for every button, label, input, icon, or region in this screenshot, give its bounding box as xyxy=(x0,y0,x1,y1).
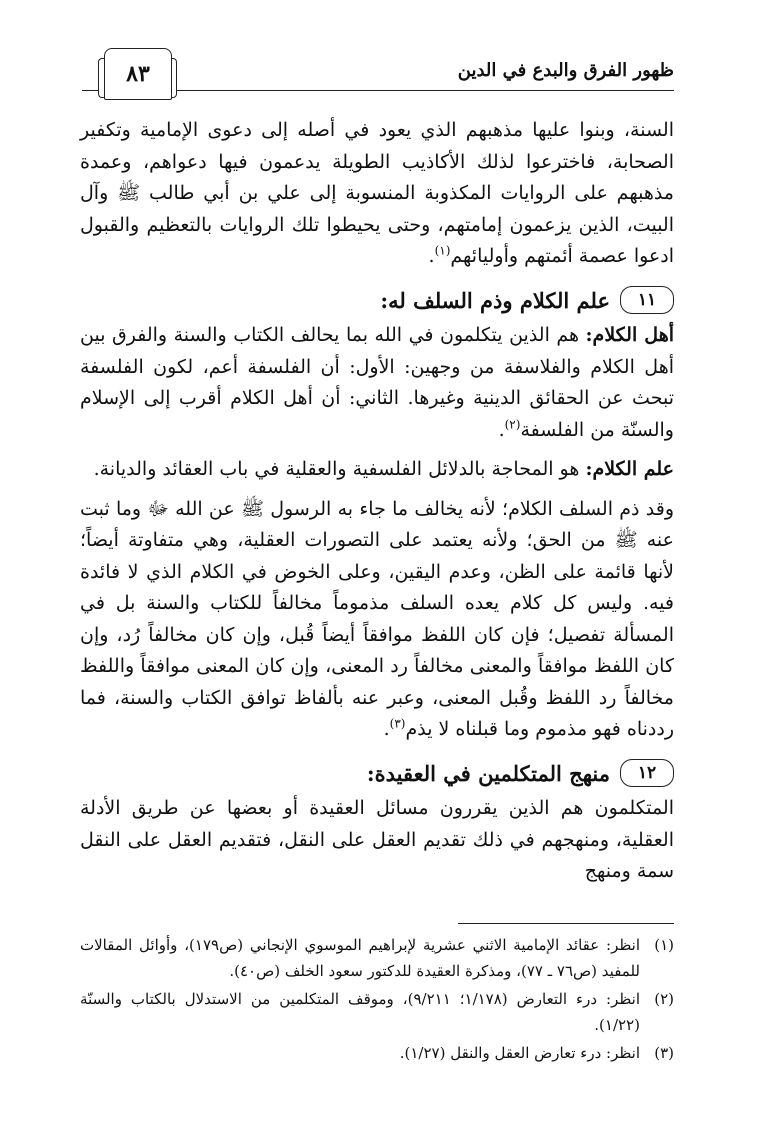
section-number-badge: ١٢ xyxy=(620,759,674,787)
page-number: ٨٣ xyxy=(104,48,172,100)
footnote: (١) انظر: عقائد الإمامية الاثني عشرية لإبراهيم الموسوي الإنجاني (ص١٧٩)، وأوائل المقالات للمفيد (ص٧٦ ـ ٧٧)، ومذكرة العقيدة للدكتور سعود الخلف (ص٤٠). xyxy=(80,936,674,980)
running-header-title: ظهور الفرق والبدع في الدين xyxy=(457,60,674,81)
paragraph: المتكلمون هم الذين يقررون مسائل العقيدة أو بعضها عن طريق الأدلة العقلية، ومنهجهم في ذلك تقديم العقل على النقل، فتقديم العقل على النقل سمة ومنهج xyxy=(80,797,674,882)
body-text xyxy=(80,115,674,888)
footnote-separator xyxy=(458,923,674,924)
term-label: أهل الكلام: xyxy=(585,324,674,346)
section-title: علم الكلام وذم السلف له: xyxy=(380,287,610,313)
term-label: علم الكلام: xyxy=(585,458,674,480)
paragraph: السنة، وبنوا عليها مذهبهم الذي يعود في أصله إلى دعوى الإمامية وتكفير الصحابة، فاخترعوا لذلك الأكاذيب الطويلة يدعمون فيها دعواهم، وعمدة مذهبهم على الروايات المكذوبة المنسوبة إلى علي بن أبي طالب ﷺ وآل البيت، الذين يزعمون إمامتهم، وحتى يحيطوا تلك الروايات بالتعظيم والقبول ادعوا عصمة أئمتهم وأوليائهم$^{(١)}$. xyxy=(80,119,674,267)
section-heading-12 xyxy=(80,758,674,790)
section-number-badge: ١١ xyxy=(620,286,674,314)
paragraph: أهل الكلام: هم الذين يتكلمون في الله بما يحالف الكتاب والسنة والفرق بين أهل الكلام والفلاسفة من وجهين: الأول: أن الفلسفة أعم، لكون الفلسفة تبحث عن الحقائق الدينية وغيرها. الثاني: أن أهل الكلام أقرب إلى الإسلام والسنّة من الفلسفة$^{(٢)}$. xyxy=(80,324,674,441)
footnotes xyxy=(80,932,674,1068)
paragraph: علم الكلام: هو المحاجة بالدلائل الفلسفية والعقلية في باب العقائد والديانة. xyxy=(93,458,674,480)
section-heading-11 xyxy=(80,285,674,317)
section-title: منهج المتكلمين في العقيدة: xyxy=(366,760,610,786)
footnote-ref: (٢) xyxy=(504,417,521,432)
paragraph: وقد ذم السلف الكلام؛ لأنه يخالف ما جاء به الرسول ﷺ عن الله ﷻ وما ثبت عنه ﷺ من الحق؛ ولأنه يعتمد على التصورات العقلية، وهي متفاوتة أيضاً؛ لأنها قائمة على الظن، وعدم اليقين، وعلى الخوض في الكلام الذي لا فائدة فيه. وليس كل كلام يعده السلف مذموماً مخالفاً للكتاب والسنة بل في المسألة تفصيل؛ فإن كان اللفظ موافقاً أيضاً قُبل، وإن كان مخالفاً رُد، وإن كان اللفظ موافقاً والمعنى مخالفاً رد المعنى، وإن كان المعنى موافقاً واللفظ مخالفاً رد اللفظ وقُبل المعنى، وعبر عنه بألفاظ توافق الكتاب والسنة، فما رددناه فهو مذموم وما قبلناه لا يذم$^{(٣)}$. xyxy=(80,497,674,740)
footnote: (٣) انظر: درء تعارض العقل والنقل (١/٢٧). xyxy=(399,1044,674,1062)
footnote-ref: (٣) xyxy=(389,716,406,731)
footnote-ref: (١) xyxy=(434,243,451,258)
footnote: (٢) انظر: درء التعارض (١/١٧٨؛ ٩/٢١١)، وموقف المتكلمين من الاستدلال بالكتاب والسنّة (١/٢٢). xyxy=(80,990,674,1034)
header-rule xyxy=(175,90,674,91)
